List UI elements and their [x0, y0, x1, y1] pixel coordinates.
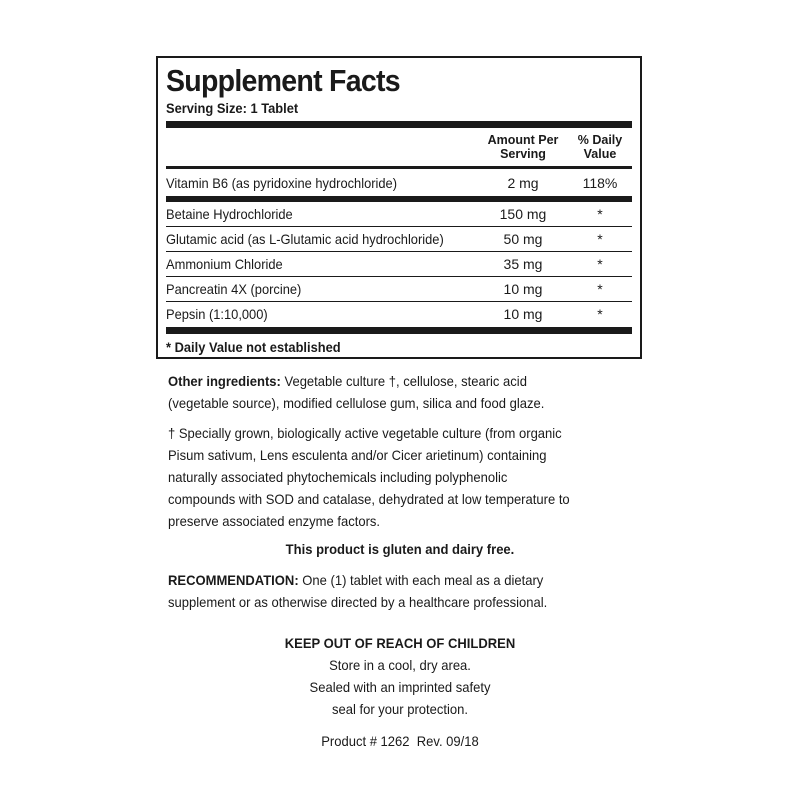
ingredient-row: [166, 227, 632, 252]
dagger-note-line: preserve associated enzyme factors.: [168, 513, 381, 529]
ingredient-name: Betaine Hydrochloride: [166, 206, 293, 222]
facts-title: Supplement Facts: [166, 63, 400, 98]
serving-size: Serving Size: 1 Tablet: [166, 100, 299, 116]
ingredient-dv: *: [597, 256, 603, 272]
warning-block: [150, 632, 650, 720]
header-amount-per-serving: Amount Per Serving: [487, 133, 559, 161]
ingredient-dv: *: [597, 231, 603, 247]
recommendation-text: One (1) tablet with each meal as a dietary: [298, 572, 544, 588]
dagger-note-line: † Specially grown, biologically active vegetable culture (from organic: [168, 425, 562, 441]
seal-note: seal for your protection.: [331, 701, 469, 717]
other-ingredients-label: Other ingredients:: [168, 373, 281, 389]
header-daily-value: % Daily Value: [577, 133, 623, 161]
other-ingredients-text: (vegetable source), modified cellulose gum, silica and food glaze.: [168, 395, 545, 411]
ingredient-amount: 10 mg: [503, 306, 543, 322]
dagger-note-line: naturally associated phytochemicals including polyphenolic: [168, 469, 508, 485]
column-headers: [166, 128, 632, 166]
recommendation: [168, 569, 638, 613]
other-ingredients: [168, 370, 638, 414]
ingredient-dv: *: [597, 281, 603, 297]
seal-note: Sealed with an imprinted safety: [309, 679, 491, 695]
nutrient-row: [166, 169, 632, 196]
ingredient-row: [166, 302, 632, 326]
divider-thick: [166, 327, 632, 334]
dagger-note-line: compounds with SOD and catalase, dehydrated at low temperature to: [168, 491, 570, 507]
recommendation-text: supplement or as otherwise directed by a healthcare professional.: [168, 594, 548, 610]
nutrient-amount: 2 mg: [507, 174, 539, 191]
ingredient-row: [166, 252, 632, 277]
ingredient-amount: 150 mg: [499, 206, 547, 222]
ingredient-name: Glutamic acid (as L-Glutamic acid hydrochloride): [166, 231, 444, 247]
ingredient-dv: *: [597, 206, 603, 222]
ingredient-dv: *: [597, 306, 603, 322]
supplement-facts-panel: [156, 56, 642, 359]
ingredient-name: Pepsin (1:10,000): [166, 306, 268, 322]
storage-instruction: Store in a cool, dry area.: [329, 657, 471, 673]
ingredient-amount: 35 mg: [503, 256, 543, 272]
other-ingredients-text: Vegetable culture †, cellulose, stearic acid: [280, 373, 527, 389]
ingredient-name: Pancreatin 4X (porcine): [166, 281, 302, 297]
ingredient-name: Ammonium Chloride: [166, 256, 283, 272]
ingredient-amount: 50 mg: [503, 231, 543, 247]
ingredient-row: [166, 277, 632, 302]
dagger-note: [168, 422, 638, 532]
nutrient-dv: 118%: [582, 174, 618, 191]
warning-title: KEEP OUT OF REACH OF CHILDREN: [284, 635, 516, 651]
product-info: Product # 1262 Rev. 09/18: [321, 733, 479, 749]
dagger-note-line: Pisum sativum, Lens esculenta and/or Cicer arietinum) containing: [168, 447, 547, 463]
ingredient-row: [166, 202, 632, 227]
nutrient-name: Vitamin B6 (as pyridoxine hydrochloride): [166, 174, 398, 191]
divider-thick: [166, 121, 632, 128]
recommendation-label: RECOMMENDATION:: [168, 572, 299, 588]
gluten-free-statement: This product is gluten and dairy free.: [285, 541, 515, 557]
ingredient-amount: 10 mg: [503, 281, 543, 297]
daily-value-footnote: * Daily Value not established: [166, 339, 341, 355]
